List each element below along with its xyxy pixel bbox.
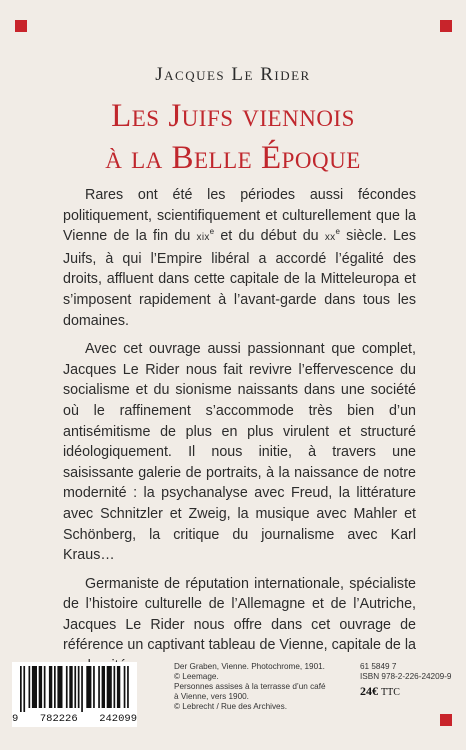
barcode-bar (117, 666, 120, 708)
barcode-digit-group-3: 242099 (99, 713, 137, 725)
barcode-bar (23, 666, 25, 712)
blurb-paragraph-2: Avec cet ouvrage aussi passionnant que complet, Jacques Le Rider nous fait revivre l’effervescence du socialisme et du sionisme naissants dans une société où le raffinement s’accommode très bien d’un antisémitisme de plus en plus virulent et structuré idéologiquement. Il nous initie, à travers une saisissante galerie de portraits, à la naissance de notre modernité : la psychanalyse avec Freud, la littérature avec Schnitzler et Zweig, la musique avec Mahler et Schönberg, la critique du journalisme avec Karl Kraus… (63, 341, 416, 564)
credit-line: Der Graben, Vienne. Photochrome, 1901. (174, 662, 325, 671)
barcode-bars (12, 662, 137, 714)
barcode-bar (81, 666, 83, 712)
barcode-bar (66, 666, 68, 708)
barcode-bar (29, 666, 31, 708)
century-xix-suffix: e (209, 227, 215, 237)
isbn-block (360, 662, 460, 698)
barcode-digits (12, 713, 137, 725)
corner-square-bottom-right (440, 714, 452, 726)
blurb-p1-part-b: et du début du (214, 228, 325, 245)
barcode-bar (74, 666, 76, 708)
barcode-bar (57, 666, 62, 708)
price (360, 686, 460, 698)
photo-credits (174, 662, 344, 712)
corner-square-top-right (440, 20, 452, 32)
barcode-bar (44, 666, 46, 708)
blurb-p1-part-a: Rares ont été les périodes aussi fécondes politiquement, scientifiquement et culturellement que la Vienne de la fin du (63, 187, 416, 245)
century-xx-suffix: e (335, 227, 340, 237)
credit-line: © Lebrecht / Rue des Archives. (174, 702, 287, 711)
author-name: Jacques Le Rider (155, 64, 311, 85)
credit-line: Personnes assises à la terrasse d’un café (174, 682, 326, 691)
book-title-line-2: à la Belle Époque (105, 140, 361, 176)
barcode-bar (39, 666, 42, 708)
product-code: 61 5849 7 (360, 662, 397, 671)
barcode-bar (102, 666, 105, 708)
barcode-bar (86, 666, 91, 708)
barcode-bar (78, 666, 80, 708)
blurb-p1-part-d: siècle. Les Juifs, à qui l’Empire libéral a accordé l’égalité des droits, affluent dans cette capitale de la Mitteleuropa et s’imposent rapidement à l’avant-garde dans tous les domaines. (63, 228, 416, 329)
credit-line: à Vienne, vers 1900. (174, 692, 249, 701)
barcode-bar (49, 666, 52, 708)
barcode-bar (127, 666, 129, 708)
century-xix: xix (196, 232, 210, 244)
barcode-bar (124, 666, 126, 708)
barcode-digit-group-2: 782226 (39, 713, 78, 725)
barcode-bar (69, 666, 72, 708)
price-amount: 24€ (360, 684, 378, 698)
barcode (12, 662, 137, 727)
back-cover-blurb (63, 185, 416, 685)
barcode-digit-group-1: 9 (12, 713, 19, 725)
barcode-bar (54, 666, 56, 708)
barcode-bar (98, 666, 100, 708)
blurb-paragraph-3: Germaniste de réputation internationale, spécialiste de l’histoire culturelle de l’Allemagne et de l’Autriche, Jacques Le Rider nous offre dans cet ouvrage de référence un captivant tableau de Vienne, capitale de la (63, 575, 416, 654)
barcode-bar (114, 666, 116, 708)
book-title-line-1: Les Juifs viennois (111, 98, 355, 134)
credit-line: © Leemage. (174, 672, 219, 681)
barcode-bar (32, 666, 37, 708)
century-xx: xx (324, 232, 336, 244)
barcode-bar (107, 666, 112, 708)
barcode-bar (93, 666, 95, 708)
price-tax-label: TTC (381, 687, 400, 698)
barcode-bar (20, 666, 22, 712)
isbn-number: ISBN 978-2-226-24209-9 (360, 672, 452, 681)
corner-square-top-left (15, 20, 27, 32)
blurb-paragraph-1 (63, 185, 416, 331)
